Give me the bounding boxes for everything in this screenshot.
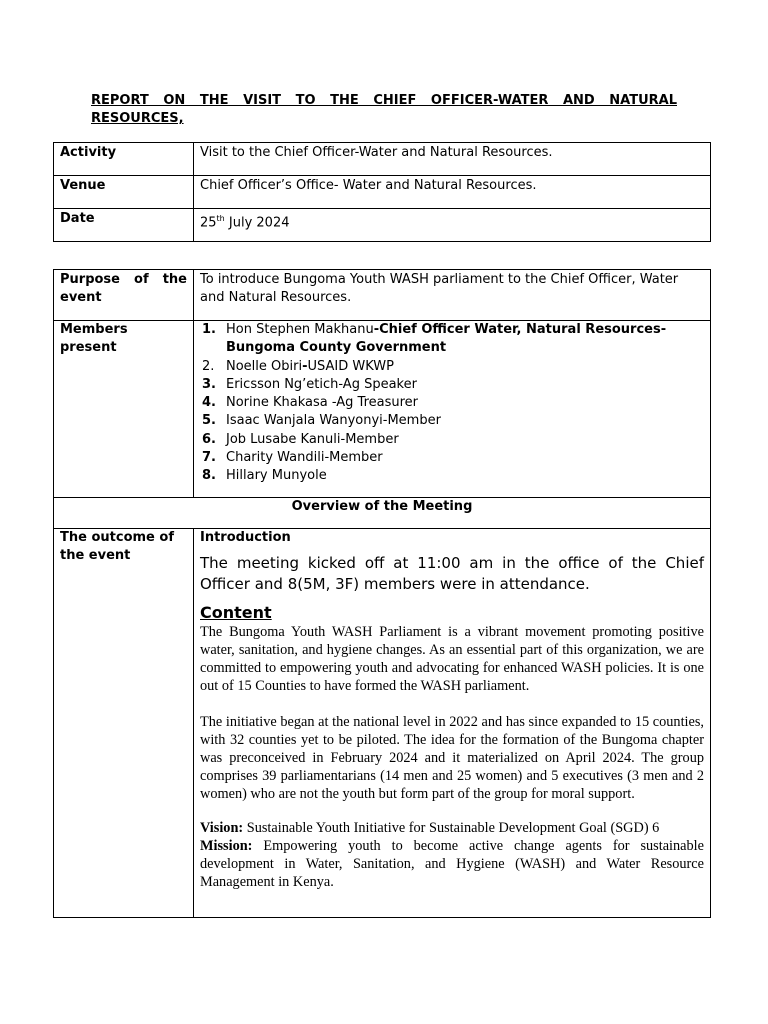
purpose-row (54, 270, 711, 321)
member-number: 3. (202, 376, 216, 392)
member-role: USAID WKWP (307, 358, 394, 374)
member-item (202, 394, 704, 412)
content-paragraph-2: The initiative began at the national level in 2022 and has since expanded to 15 counties, with 32 counties yet to be piloted. The idea for the formation of the Bungoma chapter was preconceived in February 2024 and it materialized on April 2024. The group comprises 39 parliamentarians (14 men and 25 women) and 5 executives (3 men and 2 women) who are not the youth but form part of the group for moral support. (200, 714, 704, 802)
member-name: Norine Khakasa -Ag Treasurer (226, 395, 419, 411)
overview-heading: Overview of the Meeting (54, 498, 711, 529)
activity-label: Activity (54, 143, 194, 176)
vision-label: Vision: (200, 820, 244, 836)
outcome-cell (194, 529, 711, 918)
main-table (53, 269, 711, 918)
outcome-row (54, 529, 711, 918)
members-cell (194, 321, 711, 498)
info-table (53, 142, 711, 242)
date-row (54, 209, 711, 242)
member-name: Hon Stephen Makhanu (226, 322, 374, 337)
outcome-label: The outcome of the event (54, 529, 194, 918)
member-name: Noelle Obiri (226, 358, 303, 374)
content-heading: Content (200, 603, 272, 622)
overview-row (54, 498, 711, 529)
intro-heading: Introduction (200, 530, 291, 545)
vision-text: Sustainable Youth Initiative for Sustainable Development Goal (SGD) 6 (243, 820, 660, 836)
mission-label: Mission: (200, 838, 253, 854)
member-number: 7. (202, 450, 216, 466)
intro-text: The meeting kicked off at 11:00 am in the office of the Chief Officer and 8(5M, 3F) members were in attendance. (200, 554, 704, 593)
member-number: 5. (202, 413, 216, 429)
member-number: 1. (202, 322, 216, 337)
member-role: -Chief Officer Water, Natural Resources-Bungoma County Government (226, 322, 667, 356)
activity-row (54, 143, 711, 176)
member-number: 8. (202, 468, 216, 484)
activity-value: Visit to the Chief Officer-Water and Natural Resources. (194, 143, 711, 176)
member-item (202, 449, 704, 467)
member-name: Charity Wandili-Member (226, 450, 383, 466)
member-item (202, 412, 704, 430)
member-number: 4. (202, 395, 216, 411)
venue-label: Venue (54, 176, 194, 209)
report-title: REPORT ON THE VISIT TO THE CHIEF OFFICER-WATER AND NATURAL RESOURCES, (91, 93, 677, 126)
member-number: 2. (202, 358, 215, 374)
venue-value: Chief Officer’s Office- Water and Natural Resources. (194, 176, 711, 209)
date-suffix: th (216, 214, 225, 223)
date-label: Date (54, 209, 194, 242)
members-row (54, 321, 711, 498)
vision-statement (200, 819, 704, 837)
members-list (200, 321, 704, 486)
mission-text: Empowering youth to become active change agents for sustainable development in Water, Sanitation, and Hygiene (WASH) and Water Resource Management in Kenya. (200, 838, 704, 890)
member-item (202, 376, 704, 394)
members-label: Members present (54, 321, 194, 498)
member-item (202, 321, 704, 358)
date-day: 25 (200, 215, 217, 231)
mission-statement (200, 837, 704, 891)
member-item (202, 431, 704, 449)
purpose-label: Purpose of the event (54, 270, 194, 321)
date-value (194, 209, 711, 242)
member-number: 6. (202, 431, 216, 447)
member-name: Ericsson Ng’etich-Ag Speaker (226, 376, 417, 392)
member-name: Job Lusabe Kanuli-Member (226, 431, 399, 447)
member-name: Isaac Wanjala Wanyonyi-Member (226, 413, 441, 429)
date-rest: July 2024 (224, 215, 290, 231)
purpose-value: To introduce Bungoma Youth WASH parliament to the Chief Officer, Water and Natural Resources. (194, 270, 711, 321)
member-item (202, 467, 704, 485)
member-item (202, 358, 704, 376)
venue-row (54, 176, 711, 209)
member-dash: - (302, 358, 308, 374)
member-name: Hillary Munyole (226, 468, 327, 484)
content-paragraph-1: The Bungoma Youth WASH Parliament is a vibrant movement promoting positive water, sanitation, and hygiene changes. As an essential part of this organization, we are committed to empowering youth and advocating for enhanced WASH policies. It is one out of 15 Counties to have formed the WASH parliament. (200, 624, 704, 694)
